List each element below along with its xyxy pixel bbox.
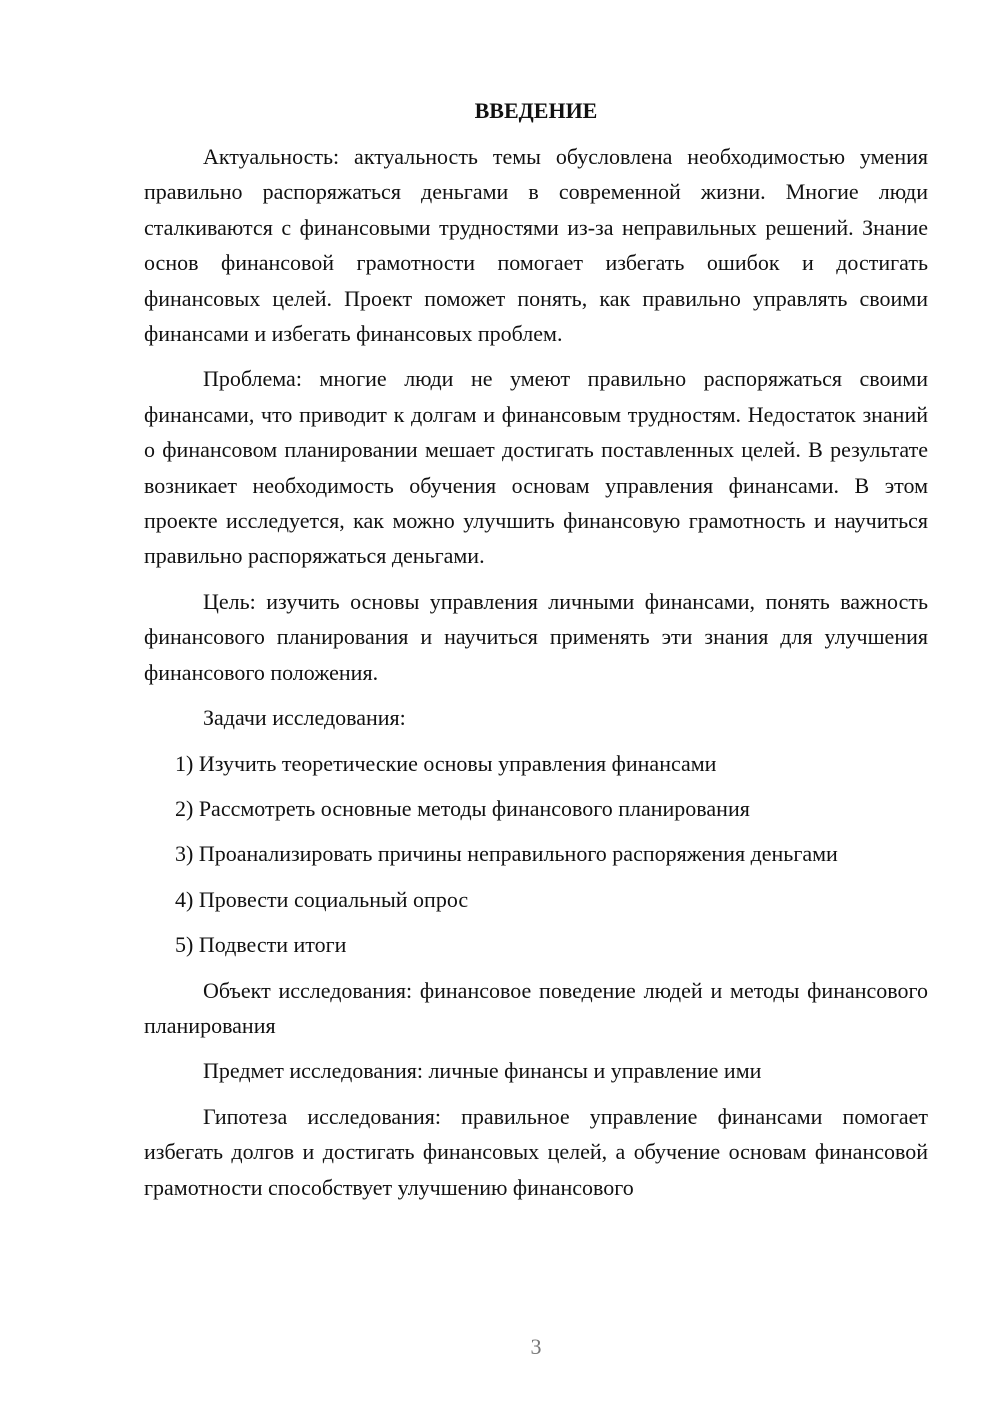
section-heading: ВВЕДЕНИЕ <box>474 98 598 123</box>
task-item-4: 4) Провести социальный опрос <box>175 886 469 912</box>
paragraph-tasks-heading: Задачи исследования: <box>203 705 406 731</box>
page-content <box>144 93 928 1215</box>
paragraph-problem: Проблема: многие люди не умеют правильно распоряжаться своими финансами, что приводит к долгам и финансовым трудностям. Недостаток знаний о финансовом планировании мешает достигать поставленных целей. В результате возникает необходимость обучения основам управления финансами. В этом проекте исследуется, как можно улучшить финансовую грамотность и научиться правильно распоряжаться деньгами. <box>144 366 928 569</box>
paragraph-hypothesis: Гипотеза исследования: правильное управление финансами помогает избегать долгов и достигать финансовых целей, а обучение основам финансовой грамотности способствует улучшению финансового <box>144 1103 928 1200</box>
paragraph-object: Объект исследования: финансовое поведение людей и методы финансового планирования <box>144 977 928 1038</box>
task-item-5: 5) Подвести итоги <box>175 932 347 958</box>
task-item-2: 2) Рассмотреть основные методы финансового планирования <box>175 795 750 821</box>
paragraph-relevance: Актуальность: актуальность темы обусловлена необходимостью умения правильно распоряжаться деньгами в современной жизни. Многие люди сталкиваются с финансовыми трудностями из-за неправильных решений. Знание основ финансовой грамотности помогает избегать ошибок и достигать финансовых целей. Проект поможет понять, как правильно управлять своими финансами и избегать финансовых проблем. <box>144 144 928 347</box>
task-item-3: 3) Проанализировать причины неправильного распоряжения деньгами <box>175 841 838 867</box>
paragraph-subject: Предмет исследования: личные финансы и управление ими <box>203 1058 762 1084</box>
task-item-1: 1) Изучить теоретические основы управления финансами <box>175 750 717 776</box>
paragraph-goal: Цель: изучить основы управления личными финансами, понять важность финансового планирования и научиться применять эти знания для улучшения финансового положения. <box>144 588 928 685</box>
page-number: 3 <box>530 1334 542 1359</box>
